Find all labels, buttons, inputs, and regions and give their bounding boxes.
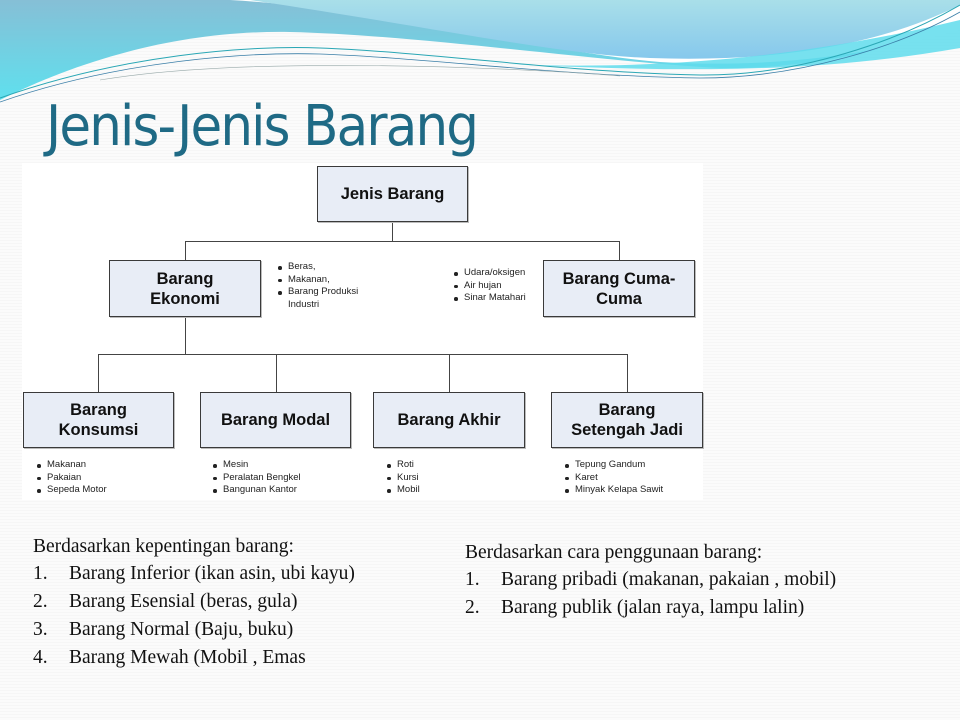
node-label: Barang Cuma-Cuma <box>562 269 676 308</box>
connector-root-down <box>392 222 393 241</box>
example-item: Peralatan Bengkel <box>211 472 341 485</box>
connector-to-cuma-cuma <box>619 241 620 260</box>
node-jenis-barang <box>317 166 468 222</box>
importance-list <box>33 562 355 670</box>
node-barang-setengah-jadi <box>551 392 703 448</box>
list-number: 3. <box>33 619 48 640</box>
connector-to-setengah-jadi <box>627 354 628 392</box>
node-label: Barang Setengah Jadi <box>571 401 683 439</box>
list-item <box>465 568 836 592</box>
example-item: Udara/oksigen <box>452 267 544 280</box>
list-text: Barang Mewah (Mobil , Emas <box>69 647 306 668</box>
list-text: Barang publik (jalan raya, lampu lalin) <box>501 597 805 618</box>
example-item: Mesin <box>211 459 341 472</box>
connector-to-akhir <box>449 354 450 392</box>
list-number: 4. <box>33 647 48 668</box>
list-text: Barang Inferior (ikan asin, ubi kayu) <box>69 563 355 584</box>
example-item: Mobil <box>385 484 485 497</box>
usage-heading: Berdasarkan cara penggunaan barang: <box>465 542 763 563</box>
example-item: Kursi <box>385 472 485 485</box>
node-barang-cuma-cuma <box>543 260 695 317</box>
example-item: Karet <box>563 472 703 485</box>
connector-to-modal <box>276 354 277 392</box>
list-item <box>33 590 355 614</box>
node-label: Barang Konsumsi <box>58 401 139 439</box>
modal-examples <box>211 459 341 497</box>
usage-list <box>465 568 836 620</box>
connector-to-ekonomi <box>185 241 186 260</box>
node-label: Barang Modal <box>220 411 331 429</box>
importance-classification <box>33 535 355 670</box>
connector-ekonomi-down <box>185 317 186 354</box>
example-item: Pakaian <box>35 472 155 485</box>
list-item <box>465 596 836 620</box>
example-item: Bangunan Kantor <box>211 484 341 497</box>
list-number: 1. <box>33 563 48 584</box>
konsumsi-examples <box>35 459 155 497</box>
list-item <box>33 618 355 642</box>
setengah-jadi-examples <box>563 459 703 497</box>
cuma-cuma-examples <box>452 267 544 305</box>
node-barang-ekonomi <box>109 260 261 317</box>
slide-title: Jenis-Jenis Barang <box>46 94 478 159</box>
list-number: 1. <box>465 569 480 590</box>
akhir-examples <box>385 459 485 497</box>
node-barang-konsumsi <box>23 392 174 448</box>
list-text: Barang pribadi (makanan, pakaian , mobil) <box>501 569 837 590</box>
example-item: Minyak Kelapa Sawit <box>563 484 703 497</box>
connector-level2-bar <box>98 354 627 355</box>
example-item: Barang Produksi Industri <box>276 286 374 311</box>
hierarchy-diagram <box>22 163 703 500</box>
example-item: Makanan <box>35 459 155 472</box>
example-item: Sepeda Motor <box>35 484 155 497</box>
example-item: Tepung Gandum <box>563 459 703 472</box>
example-item: Roti <box>385 459 485 472</box>
example-item: Beras, <box>276 261 386 274</box>
connector-level1-bar <box>185 241 620 242</box>
list-text: Barang Normal (Baju, buku) <box>69 619 294 640</box>
node-label: Jenis Barang <box>340 185 445 203</box>
connector-to-konsumsi <box>98 354 99 392</box>
example-item: Sinar Matahari <box>452 292 544 305</box>
list-number: 2. <box>465 597 480 618</box>
node-label: Barang Akhir <box>397 411 501 429</box>
node-label: Barang Ekonomi <box>150 269 220 308</box>
node-barang-modal <box>200 392 351 448</box>
example-item: Air hujan <box>452 280 544 293</box>
list-item <box>33 562 355 586</box>
list-number: 2. <box>33 591 48 612</box>
usage-classification <box>465 541 836 620</box>
list-text: Barang Esensial (beras, gula) <box>69 591 298 612</box>
list-item <box>33 646 355 670</box>
ekonomi-examples <box>276 261 386 311</box>
node-barang-akhir <box>373 392 525 448</box>
importance-heading: Berdasarkan kepentingan barang: <box>33 536 294 557</box>
example-item: Makanan, <box>276 274 386 287</box>
